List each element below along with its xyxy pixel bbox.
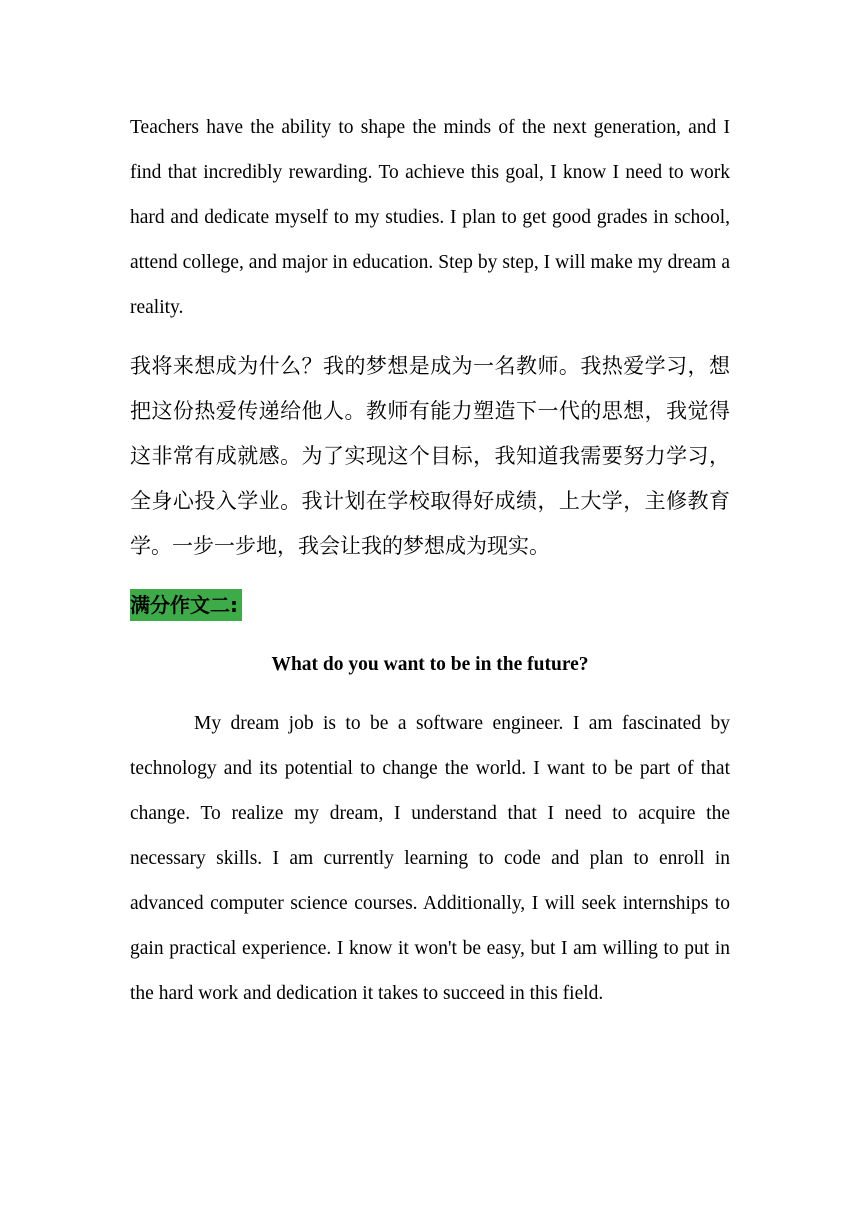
- essay1-chinese-paragraph: 我将来想成为什么？我的梦想是成为一名教师。我热爱学习，想把这份热爱传递给他人。教师有能力塑造下一代的思想，我觉得这非常有成就感。为了实现这个目标，我知道我需要努力学习，全身心投入学业。我计划在学校取得好成绩，上大学，主修教育学。一步一步地，我会让我的梦想成为现实。: [130, 354, 730, 558]
- essay2-english-paragraph: My dream job is to be a software engineer. I am fascinated by technology and its potential to change the world. I want to be part of that change. To realize my dream, I understand that I need to acquire the necessary skills. I am currently learning to code and plan to enroll in advanced computer science courses. Additionally, I will seek internships to gain practical experience. I know it won't be easy, but I am willing to put in the hard work and dedication it takes to succeed in this field.: [130, 713, 730, 1004]
- essay2-title: What do you want to be in the future?: [271, 654, 589, 675]
- essay1-english-paragraph: Teachers have the ability to shape the minds of the next generation, and I find that incredibly rewarding. To achieve this goal, I know I need to work hard and dedicate myself to my studies. I plan to get good grades in school, attend college, and major in education. Step by step, I will make my dream a reality.: [130, 117, 730, 318]
- section2-label: 满分作文二:: [130, 589, 242, 621]
